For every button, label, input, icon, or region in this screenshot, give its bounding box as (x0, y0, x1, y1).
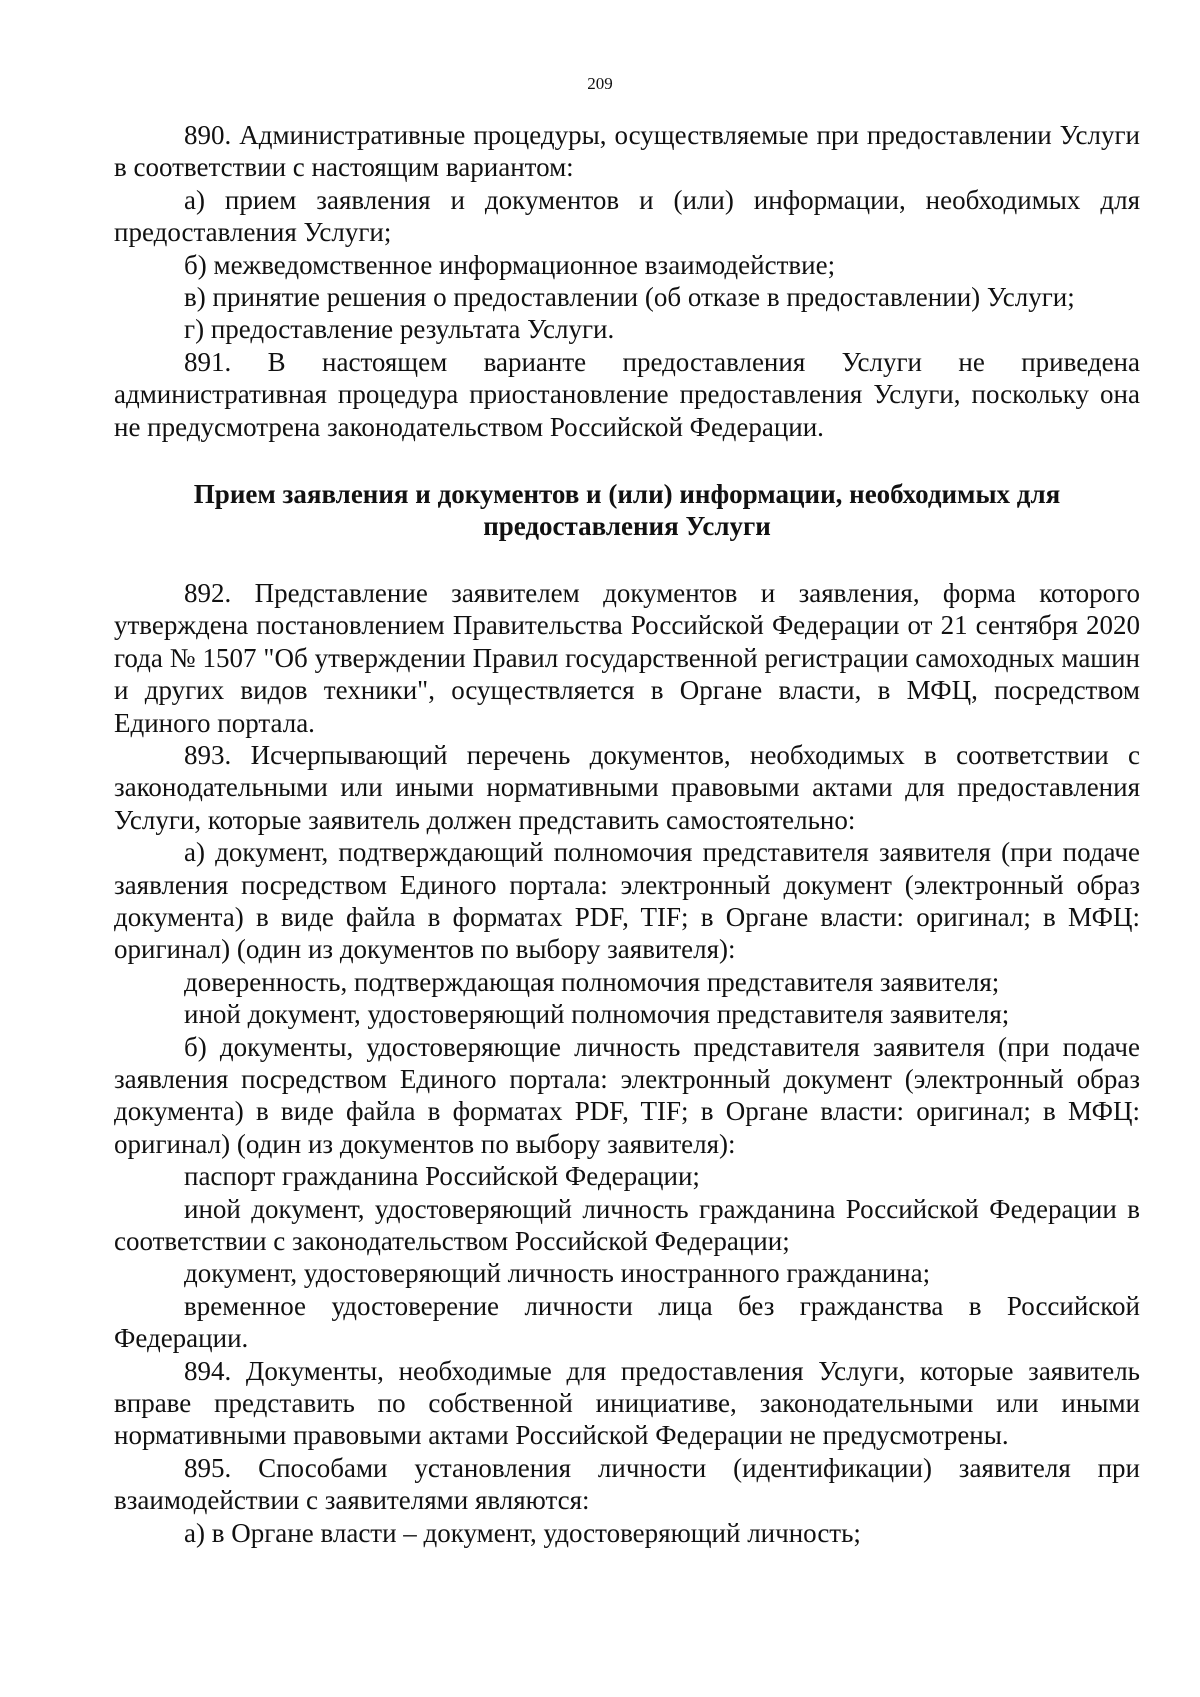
page-number: 209 (587, 74, 613, 93)
list-item: документ, удостоверяющий личность иностранного гражданина; (184, 1258, 931, 1289)
document-body (114, 119, 1140, 1549)
paragraph-893: 893. Исчерпывающий перечень документов, необходимых в соответствии с законодательными или иными нормативными правовыми актами для предоставления Услуги, которые заявитель должен представить самостоятельно: (114, 739, 1140, 835)
list-item: иной документ, удостоверяющий личность гражданина Российской Федерации в соответствии с законодательством Российской Федерации; (114, 1193, 1140, 1256)
list-item-a: а) документ, подтверждающий полномочия представителя заявителя (при подаче заявления посредством Единого портала: электронный документ (электронный образ документа) в виде файла в форматах PDF, TIF; в Органе власти: оригинал; в МФЦ: оригинал) (один из документов по выбору заявителя): (114, 837, 1140, 965)
paragraph-890: 890. Административные процедуры, осуществляемые при предоставлении Услуги в соответствии с настоящим вариантом: (114, 120, 1140, 183)
paragraph-894: 894. Документы, необходимые для предоставления Услуги, которые заявитель вправе представить по собственной инициативе, законодательными или иными нормативными правовыми актами Российской Федерации не предусмотрены. (114, 1355, 1140, 1451)
list-item-b: б) документы, удостоверяющие личность представителя заявителя (при подаче заявления посредством Единого портала: электронный документ (электронный образ документа) в виде файла в форматах PDF, TIF; в Органе власти: оригинал; в МФЦ: оригинал) (один из документов по выбору заявителя): (114, 1031, 1140, 1159)
list-item-a: а) в Органе власти – документ, удостоверяющий личность; (184, 1517, 861, 1548)
list-item-a: а) прием заявления и документов и (или) информации, необходимых для предоставления Услуги; (114, 184, 1140, 248)
list-item: доверенность, подтверждающая полномочия представителя заявителя; (184, 966, 1000, 997)
section-heading: Прием заявления и документов и (или) информации, необходимых для предоставления Услуги (193, 479, 1061, 542)
list-item-b: б) межведомственное информационное взаимодействие; (184, 249, 836, 280)
paragraph-892: 892. Представление заявителем документов и заявления, форма которого утверждена постановлением Правительства Российской Федерации от 21 сентября 2020 года № 1507 "Об утверждении Правил государственной регистрации самоходных машин и других видов техники", осуществляется в Органе власти, в МФЦ, посредством Единого портала. (114, 577, 1140, 738)
list-item: иной документ, удостоверяющий полномочия представителя заявителя; (184, 999, 1010, 1030)
list-item-g: г) предоставление результата Услуги. (184, 314, 615, 345)
paragraph-891: 891. В настоящем варианте предоставления Услуги не приведена административная процедура приостановление предоставления Услуги, поскольку она не предусмотрена законодательством Российской Федерации. (114, 346, 1140, 442)
list-item: временное удостоверение личности лица без гражданства в Российской Федерации. (114, 1290, 1140, 1354)
paragraph-895: 895. Способами установления личности (идентификации) заявителя при взаимодействии с заявителями являются: (114, 1452, 1140, 1516)
list-item-v: в) принятие решения о предоставлении (об отказе в предоставлении) Услуги; (184, 282, 1075, 313)
list-item: паспорт гражданина Российской Федерации; (184, 1161, 700, 1192)
